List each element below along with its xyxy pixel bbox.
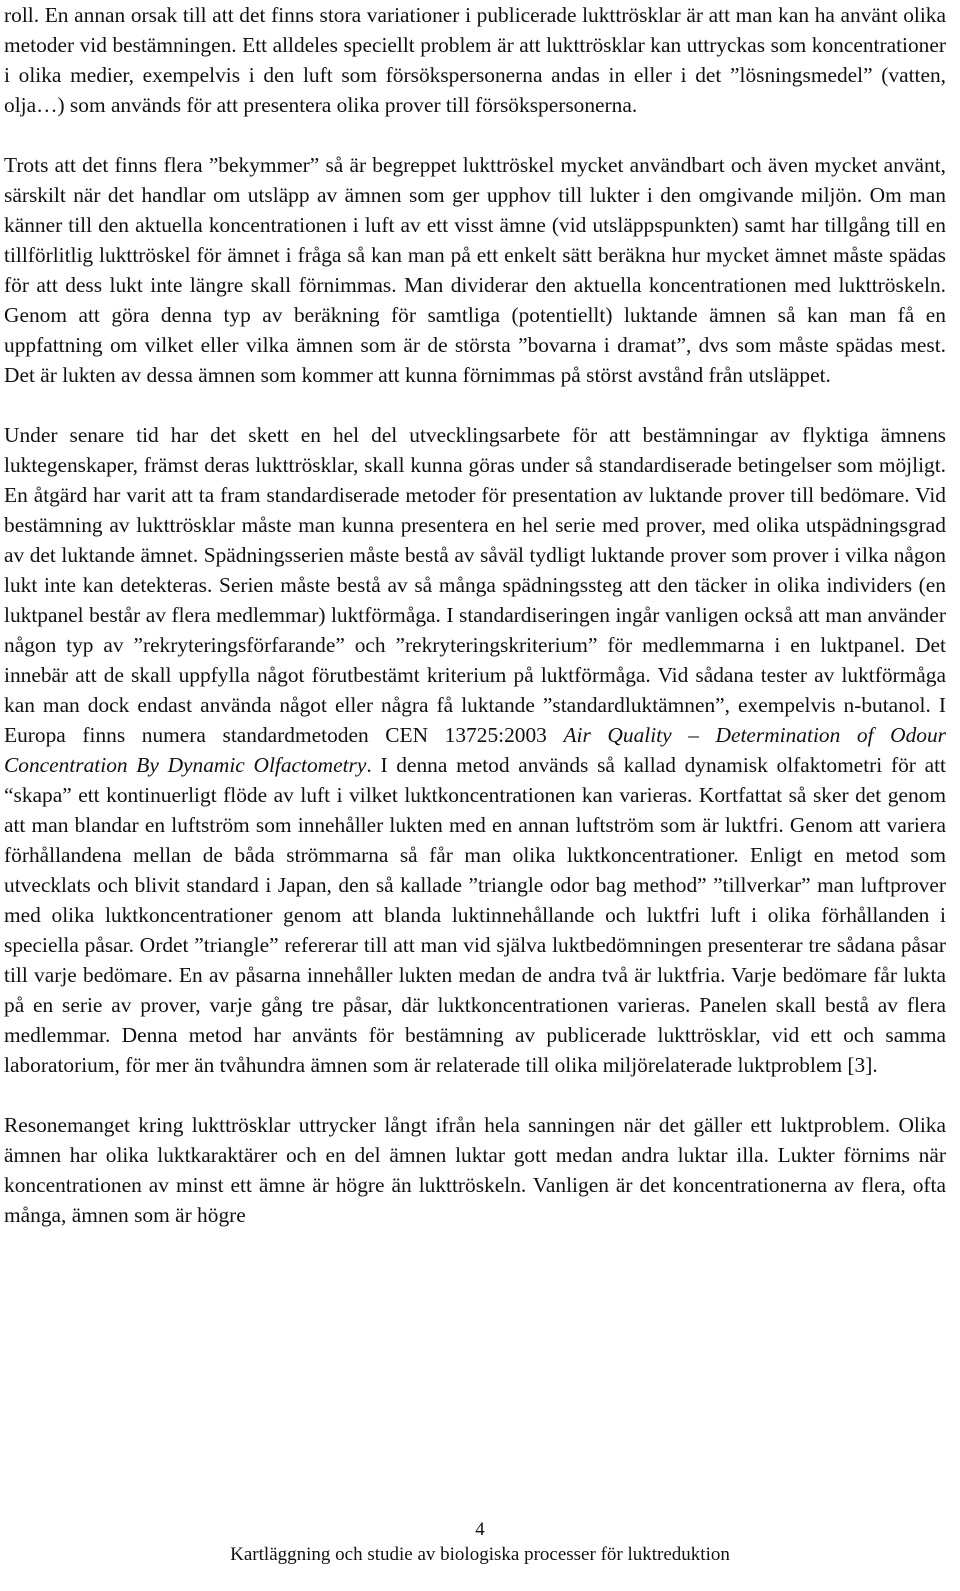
paragraph-4-text: Resonemanget kring lukttrösklar uttrycker långt ifrån hela sanningen när det gäller ett luktproblem. Olika ämnen har olika luktkaraktärer och en del ämnen luktar gott medan andra luktar illa. Lukter förnims när koncentrationen av minst ett ämne är högre än lukttröskeln. Vanligen är det koncentrationerna av flera, ofta många, ämnen som är högre (4, 1113, 946, 1227)
document-page (4, 0, 946, 1230)
page-number: 4 (475, 1519, 485, 1540)
paragraph-3-text-b: . I denna metod används så kallad dynamisk olfaktometri för att “skapa” ett kontinuerligt flöde av luft i vilket luktkoncentrationen kan varieras. Kortfattat så sker det genom att man blandar en luftström som innehåller lukten med en annan luftström som är luktfri. Genom att variera förhållandena mellan de båda strömmarna så får man olika luktkoncentrationer. Enligt en metod som utvecklats och blivit standard i Japan, den så kallade ”triangle odor bag method” ”tillverkar” man luftprover med olika luktkoncentrationer genom att blanda luktinnehållande och luktfri luft i olika förhållanden i speciella påsar. Ordet ”triangle” refererar till att man vid själva luktbedömningen presenterar tre sådana påsar till varje bedömare. En av påsarna innehåller lukten medan de andra två är luktfria. Varje bedömare får lukta på en serie av prover, varje gång tre påsar, där luktkoncentrationen varieras. Panelen skall bestå av flera medlemmar. Denna metod har använts för bestämning av publicerade lukttrösklar, vid ett och samma laboratorium, för mer än tvåhundra ämnen som är relaterade till olika miljörelaterade luktproblem [3]. (4, 753, 946, 1077)
paragraph-2 (4, 150, 946, 390)
paragraph-1 (4, 0, 946, 120)
paragraph-1-text: roll. En annan orsak till att det finns stora variationer i publicerade lukttrösklar är att man kan ha använt olika metoder vid bestämningen. Ett alldeles speciellt problem är att lukttrösklar kan uttryckas som koncentrationer i olika medier, exempelvis i den luft som försökspersonerna andas in eller i det ”lösningsmedel” (vatten, olja…) som används för att presentera olika prover till försökspersonerna. (4, 3, 946, 117)
paragraph-2-text: Trots att det finns flera ”bekymmer” så är begreppet lukttröskel mycket användbart och även mycket använt, särskilt när det handlar om utsläpp av ämnen som ger upphov till lukter i den omgivande miljön. Om man känner till den aktuella koncentrationen i luft av ett visst ämne (vid utsläppspunkten) samt har tillgång till en tillförlitlig lukttröskel för ämnet i fråga så kan man på ett enkelt sätt beräkna hur mycket ämnet måste spädas för att dess lukt inte längre skall förnimmas. Man dividerar den aktuella koncentrationen med lukttröskeln. Genom att göra denna typ av beräkning för samtliga (potentiellt) luktande ämnen så kan man få en uppfattning om vilket eller vilka ämnen som är de största ”bovarna i dramat”, dvs som måste spädas mest. Det är lukten av dessa ämnen som kommer att kunna förnimmas på störst avstånd från utsläppet. (4, 153, 946, 387)
paragraph-3-text-a: Under senare tid har det skett en hel del utvecklingsarbete för att bestämningar av flyktiga ämnens luktegenskaper, främst deras lukttrösklar, skall kunna göras under så standardiserade betingelser som möjligt. En åtgärd har varit att ta fram standardiserade metoder för presentation av luktande prover till bedömare. Vid bestämning av lukttrösklar måste man kunna presentera en hel serie med prover, med olika utspädningsgrad av det luktande ämnet. Spädningsserien måste bestå av såväl tydligt luktande prover som prover i vilka någon lukt inte kan detekteras. Serien måste bestå av så många spädningssteg att den täcker in olika individers (en luktpanel består av flera medlemmar) luktförmåga. I standardiseringen ingår vanligen också att man använder någon typ av ”rekryteringsförfarande” och ”rekryteringskriterium” för medlemmarna i en luktpanel. Det innebär att de skall uppfylla något förutbestämt kriterium på luktförmåga. Vid sådana tester av luktförmåga kan man dock endast använda något eller några få luktande ”standardluktämnen”, exempelvis n-butanol. I Europa finns numera standardmetoden CEN 13725:2003 (4, 423, 946, 747)
standard-title-italic: Air Quality – Determination of Odour Concentration By Dynamic Olfactometry (4, 723, 946, 777)
paragraph-4 (4, 1110, 946, 1230)
paragraph-3 (4, 420, 946, 1080)
footer-title: Kartläggning och studie av biologiska processer för luktreduktion (230, 1544, 730, 1565)
